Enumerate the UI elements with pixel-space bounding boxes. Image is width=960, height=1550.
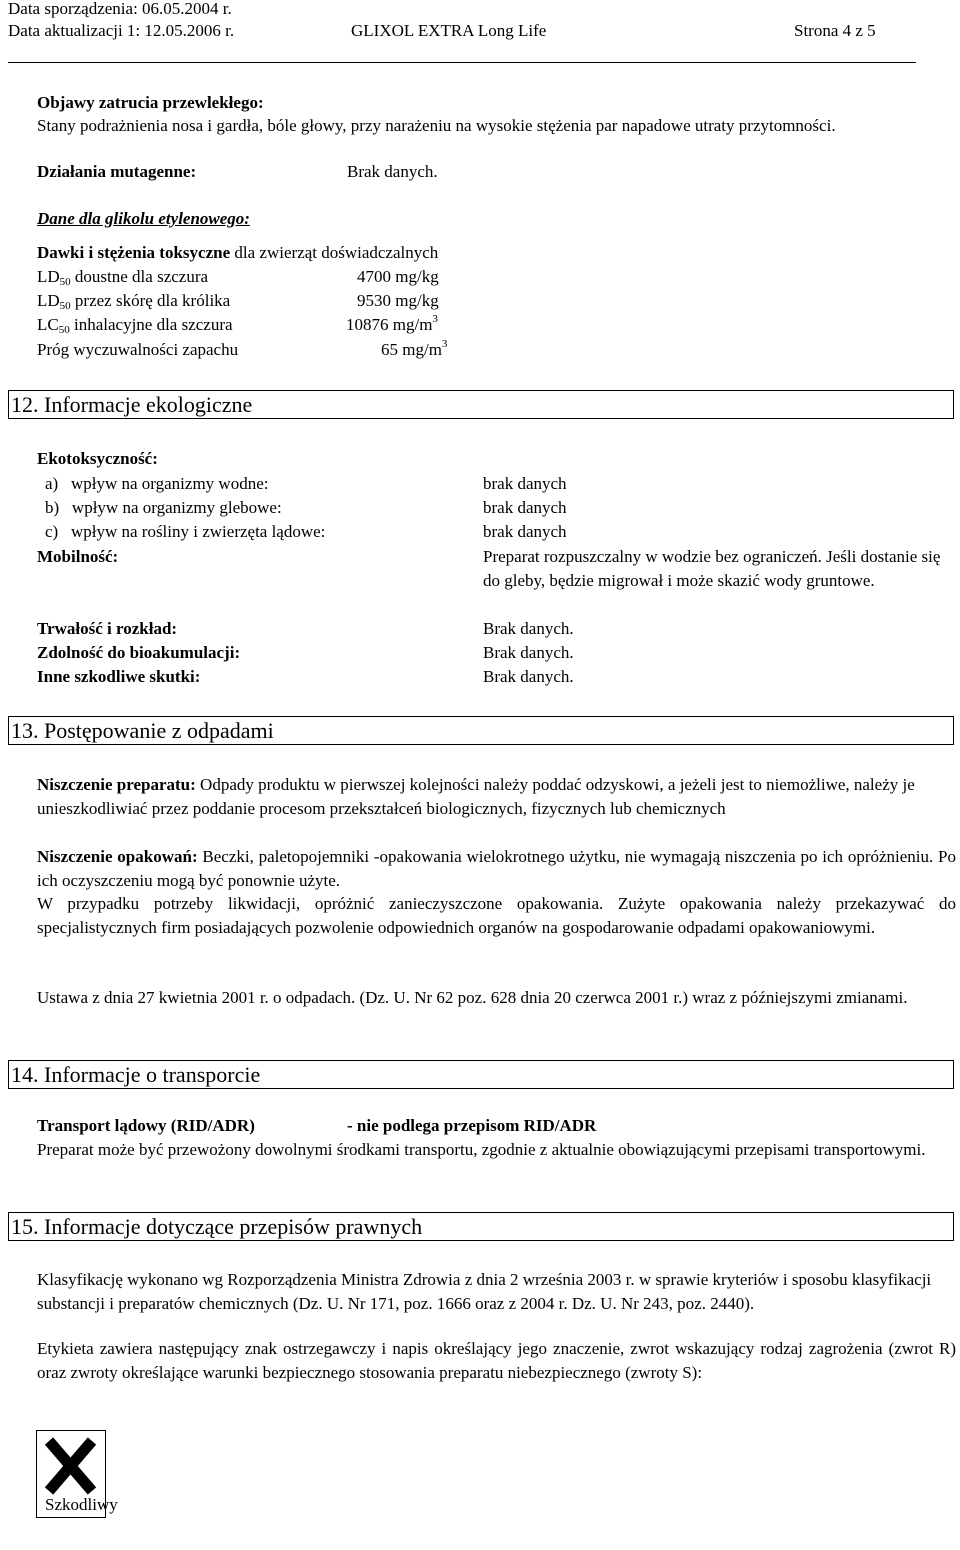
chronic-text: Stany podrażnienia nosa i gardła, bóle głowy, przy narażeniu na wysokie stężenia par napadowe utraty przytomności. — [37, 116, 836, 135]
section-14-title: 14. Informacje o transporcie — [11, 1062, 261, 1087]
section-14-header — [8, 1060, 954, 1089]
road-transport-label: Transport lądowy (RID/ADR) — [37, 1116, 255, 1135]
other-effects-label: Inne szkodliwe skutki: — [37, 667, 201, 686]
tox-row-label: $LD_{50}$ przez skórę dla królika — [37, 291, 231, 312]
section-12-header — [8, 390, 954, 419]
date-updated: Data aktualizacji 1: 12.05.2006 r. — [8, 21, 235, 40]
toxic-doses-line — [37, 241, 438, 265]
tox-row-label: $LD_{50}$ doustne dla szczura — [37, 267, 209, 288]
bioacc-label: Zdolność do bioakumulacji: — [37, 643, 241, 662]
waste-liquidation-paragraph: W przypadku potrzeby likwidacji, opróżnić zanieczyszczone opakowania. Zużyte opakowania należy przekazywać do specjalistycznych firm posiadających pozwolenie odpowiednich organów na gospodarowanie odpadami opakowaniowymi. — [37, 894, 956, 937]
waste-product-label: Niszczenie preparatu: — [37, 775, 196, 794]
ecotox-item-label: c) wpływ na rośliny i zwierzęta lądowe: — [45, 522, 326, 541]
other-effects-value: Brak danych. — [483, 667, 574, 686]
ecotox-item-label: a) wpływ na organizmy wodne: — [45, 474, 269, 493]
waste-packaging-label: Niszczenie opakowań: — [37, 847, 198, 866]
tox-row-value: 10876 $mg/m^3$ — [346, 313, 438, 334]
mobility-value: Preparat rozpuszczalny w wodzie bez ograniczeń. Jeśli dostanie się do gleby, będzie migrował i może skazić wody gruntowe. — [483, 547, 941, 590]
bioacc-value: Brak danych. — [483, 643, 574, 662]
tox-row-value: 4700 mg/kg — [357, 267, 439, 286]
ecotox-item-value: brak danych — [483, 474, 567, 493]
ecotox-item-value: brak danych — [483, 522, 567, 541]
section-13-header — [8, 716, 954, 745]
section-15-title: 15. Informacje dotyczące przepisów prawnych — [11, 1214, 423, 1239]
mutagenic-value: Brak danych. — [347, 162, 438, 181]
tox-row-value: 65 $mg/m^3$ — [381, 338, 448, 359]
persistence-value: Brak danych. — [483, 619, 574, 638]
glycol-title: Dane dla glikolu etylenowego: — [37, 209, 250, 228]
st-andrews-cross-icon — [37, 1431, 104, 1501]
tox-row-label: Próg wyczuwalności zapachu — [37, 340, 239, 359]
toxic-doses-rest: dla zwierząt doświadczalnych — [230, 243, 439, 262]
header-divider — [8, 62, 916, 63]
section-13-title: 13. Postępowanie z odpadami — [11, 718, 274, 743]
waste-product-text: Odpady produktu w pierwszej kolejności należy poddać odzyskowi, a jeżeli jest to niemożliwe, należy je unieszkodliwiać przez poddanie procesom przekształceń biologicznych, fizycznych lub chemicznych — [37, 775, 915, 818]
chronic-label: Objawy zatrucia przewlekłego: — [37, 93, 264, 112]
label-paragraph: Etykieta zawiera następujący znak ostrzegawczy i napis określający jego znaczenie, zwrot wskazujący rodzaj zagrożenia (zwrot R) oraz zwroty określające warunki bezpiecznego stosowania preparatu niebezpiecznego (zwroty S): — [37, 1339, 956, 1382]
tox-row-value: 9530 mg/kg — [357, 291, 439, 310]
section-15-header — [8, 1212, 954, 1241]
tox-row-label: $LC_{50}$ inhalacyjne dla szczura — [37, 315, 233, 336]
ecotox-item-value: brak danych — [483, 498, 567, 517]
waste-law-paragraph: Ustawa z dnia 27 kwietnia 2001 r. o odpadach. (Dz. U. Nr 62 poz. 628 dnia 20 czerwca 2001 r.) wraz z późniejszymi zmianami. — [37, 988, 908, 1007]
harmful-hazard-symbol — [36, 1430, 118, 1518]
persistence-label: Trwałość i rozkład: — [37, 619, 178, 638]
hazard-symbol-label: Szkodliwy — [45, 1495, 118, 1514]
transport-text: Preparat może być przewożony dowolnymi środkami transportu, zgodnie z aktualnie obowiązującymi przepisami transportowymi. — [37, 1140, 926, 1159]
mutagenic-label: Działania mutagenne: — [37, 162, 197, 181]
ecotox-item-label: b) wpływ na organizmy glebowe: — [45, 498, 282, 517]
page-number: Strona 4 z 5 — [794, 21, 876, 40]
waste-packaging-paragraph — [37, 845, 956, 893]
section-12-title: 12. Informacje ekologiczne — [11, 392, 253, 417]
road-transport-value: - nie podlega przepisom RID/ADR — [347, 1116, 597, 1135]
date-created: Data sporządzenia: 06.05.2004 r. — [8, 0, 232, 18]
waste-product-paragraph — [37, 773, 956, 821]
toxic-doses-bold: Dawki i stężenia toksyczne — [37, 243, 231, 262]
ecotox-label: Ekotoksyczność: — [37, 449, 158, 468]
classification-paragraph: Klasyfikację wykonano wg Rozporządzenia Ministra Zdrowia z dnia 2 września 2003 r. w sprawie kryteriów i sposobu klasyfikacji substancji i preparatów chemicznych (Dz. U. Nr 171, poz. 1666 oraz z 2004 r. Dz. U. Nr 243, poz. 2440). — [37, 1270, 932, 1313]
waste-packaging-text: Beczki, paletopojemniki -opakowania wielokrotnego użytku, nie wymagają niszczenia po ich opróżnieniu. Po ich oczyszczeniu mogą być ponownie użyte. — [37, 847, 956, 890]
mobility-label: Mobilność: — [37, 547, 119, 566]
product-name: GLIXOL EXTRA Long Life — [351, 21, 547, 40]
